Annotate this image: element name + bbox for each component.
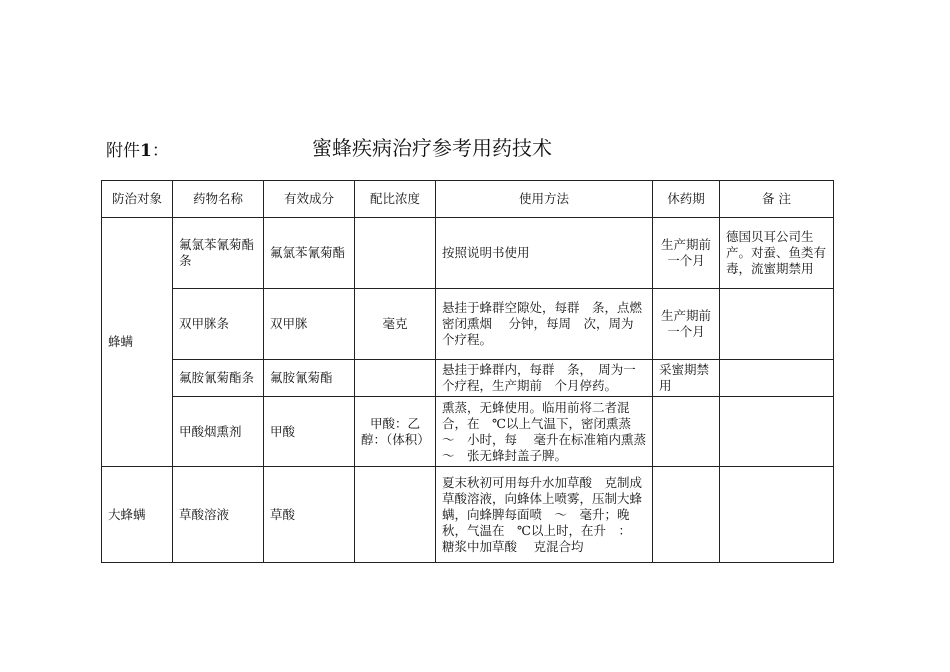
header-drug: 药物名称 — [173, 181, 264, 218]
withdrawal-cell: 生产期前一个月 — [653, 289, 720, 360]
table-row — [102, 218, 834, 289]
table-row — [102, 360, 834, 397]
table-row — [102, 467, 834, 563]
target-cell: 大蜂螨 — [102, 467, 173, 563]
remark-cell: 德国贝耳公司生产。对蚕、鱼类有毒，流蜜期禁用 — [720, 218, 834, 289]
ratio-cell: 甲酸：乙醇：（体积） — [355, 397, 436, 467]
appendix-label: 附件1： — [106, 141, 169, 161]
ratio-cell: 毫克 — [355, 289, 436, 360]
ratio-cell — [355, 218, 436, 289]
header-remark: 备 注 — [720, 181, 834, 218]
header-ratio: 配比浓度 — [355, 181, 436, 218]
table-row — [102, 397, 834, 467]
drug-table — [101, 180, 834, 563]
usage-cell: 悬挂于蜂群空隙处，每群 条，点燃密闭熏烟 分钟，每周 次，周为 个疗程。 — [436, 289, 653, 360]
ingredient-cell: 氟氯苯氰菊酯 — [264, 218, 355, 289]
ratio-cell — [355, 360, 436, 397]
drug-cell: 氟胺氰菊酯条 — [173, 360, 264, 397]
drug-cell: 草酸溶液 — [173, 467, 264, 563]
table-row — [102, 289, 834, 360]
remark-cell — [720, 289, 834, 360]
remark-cell — [720, 467, 834, 563]
header-ingredient: 有效成分 — [264, 181, 355, 218]
header-usage: 使用方法 — [436, 181, 653, 218]
usage-cell: 夏末秋初可用每升水加草酸 克制成 草酸溶液，向蜂体上喷雾，压制大蜂螨，向蜂脾每面喷 ～ 毫升；晚秋，气温在 ℃以上时，在升 ： 糖浆中加草酸 克混合均 — [436, 467, 653, 563]
usage-cell: 按照说明书使用 — [436, 218, 653, 289]
document-title: 蜜蜂疾病治疗参考用药技术 — [312, 136, 552, 160]
withdrawal-cell — [653, 467, 720, 563]
header-target: 防治对象 — [102, 181, 173, 218]
appendix-number: 1 — [140, 141, 152, 161]
target-cell: 蜂螨 — [102, 218, 173, 467]
ingredient-cell: 氟胺氰菊酯 — [264, 360, 355, 397]
table-header-row — [102, 181, 834, 218]
usage-cell: 悬挂于蜂群内，每群 条， 周为一个疗程，生产期前 个月停药。 — [436, 360, 653, 397]
ingredient-cell: 甲酸 — [264, 397, 355, 467]
drug-cell: 氟氯苯氰菊酯条 — [173, 218, 264, 289]
usage-cell: 熏蒸，无蜂使用。临用前将二者混合，在 ℃以上气温下，密闭熏蒸 ～ 小时，每 毫升在标准箱内熏蒸 ～ 张无蜂封盖子脾。 — [436, 397, 653, 467]
remark-cell — [720, 360, 834, 397]
withdrawal-cell: 生产期前一个月 — [653, 218, 720, 289]
ingredient-cell: 双甲脒 — [264, 289, 355, 360]
drug-cell: 双甲脒条 — [173, 289, 264, 360]
remark-cell — [720, 397, 834, 467]
withdrawal-cell: 采蜜期禁用 — [653, 360, 720, 397]
header-withdrawal: 休药期 — [653, 181, 720, 218]
withdrawal-cell — [653, 397, 720, 467]
ratio-cell — [355, 467, 436, 563]
drug-cell: 甲酸烟熏剂 — [173, 397, 264, 467]
ingredient-cell: 草酸 — [264, 467, 355, 563]
